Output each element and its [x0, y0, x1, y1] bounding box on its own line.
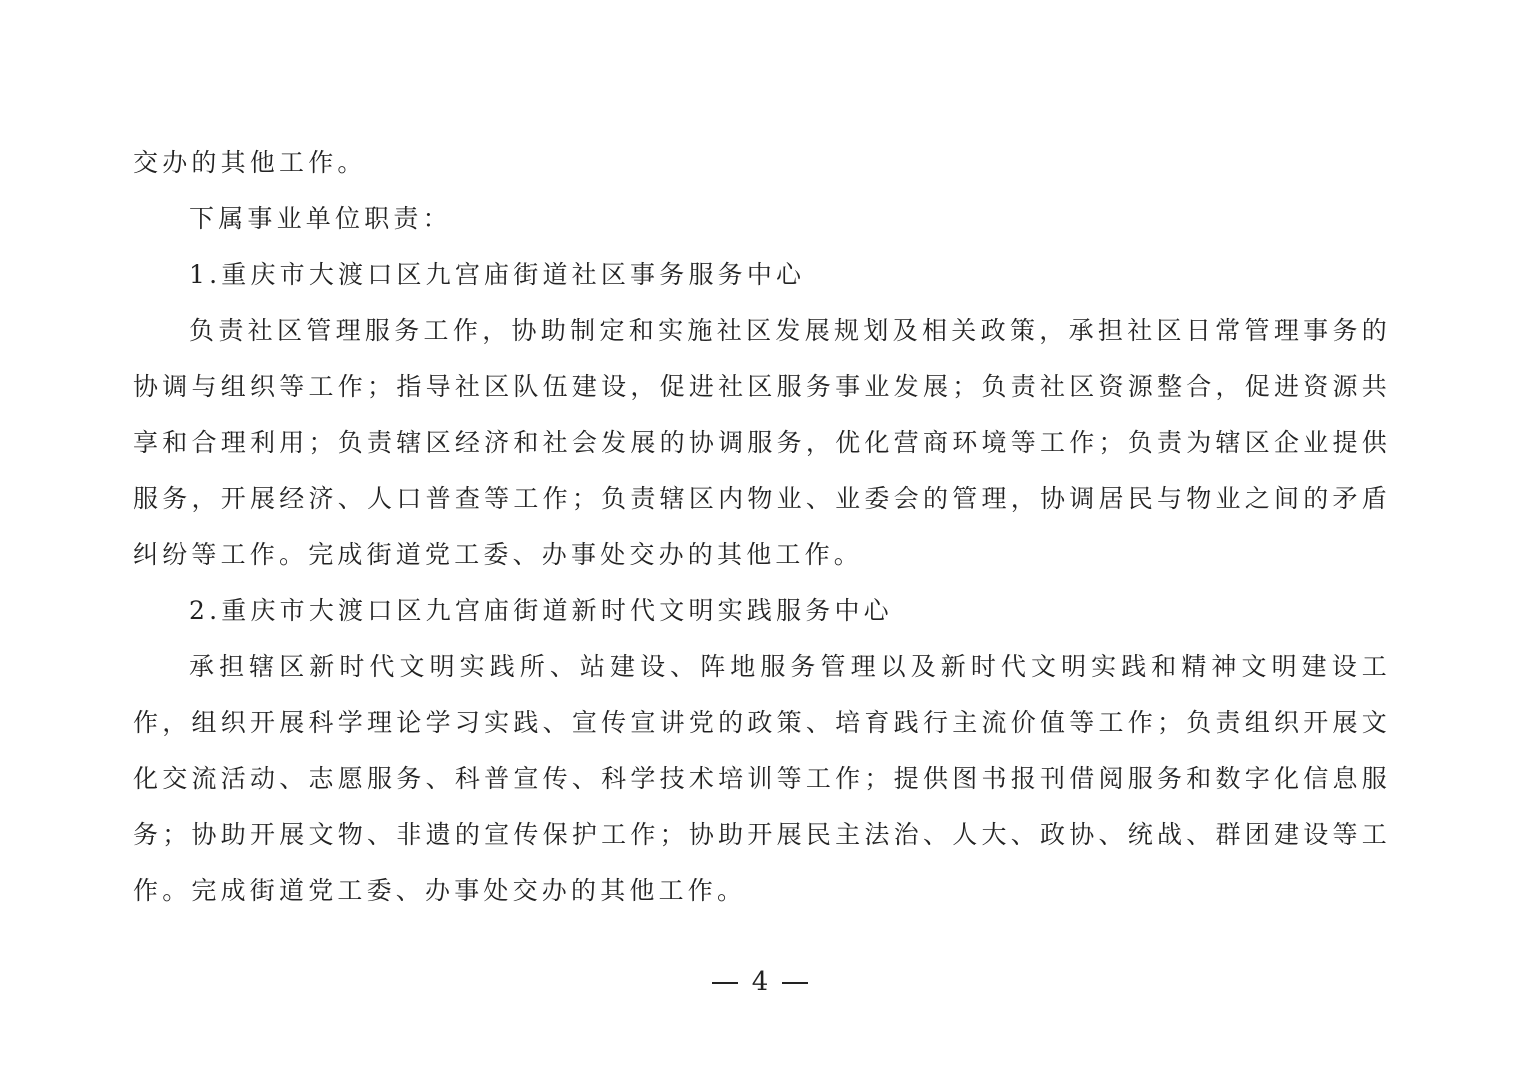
footer-left-dash: [712, 982, 738, 984]
section-heading-subordinate-units: 下属事业单位职责：: [189, 204, 452, 233]
footer-right-dash: [782, 982, 808, 984]
page-number: 4: [751, 967, 769, 997]
unit-duties-civilization-practice-center: 承担辖区新时代文明实践所、站建设、阵地服务管理以及新时代文明实践和精神文明建设工作，组织开展科学理论学习实践、宣传宣讲党的政策、培育践行主流价值等工作；负责组织开展文化交流活动、志愿服务、科普宣传、科学技术培训等工作；提供图书报刊借阅服务和数字化信息服务；协助开展文物、非遗的宣传保护工作；协助开展民主法治、人大、政协、统战、群团建设等工作。完成街道党工委、办事处交办的其他工作。: [133, 652, 1391, 905]
unit-title-community-affairs-center: 1.重庆市大渡口区九宫庙街道社区事务服务中心: [189, 260, 806, 289]
unit-duties-community-affairs-center: 负责社区管理服务工作，协助制定和实施社区发展规划及相关政策，承担社区日常管理事务的协调与组织等工作；指导社区队伍建设，促进社区服务事业发展；负责社区资源整合，促进资源共享和合理利用；负责辖区经济和社会发展的协调服务，优化营商环境等工作；负责为辖区企业提供服务，开展经济、人口普查等工作；负责辖区内物业、业委会的管理，协调居民与物业之间的矛盾纠纷等工作。完成街道党工委、办事处交办的其他工作。: [133, 316, 1391, 569]
document-body: [133, 135, 1391, 919]
page-footer: [0, 962, 1520, 1002]
paragraph-continuation: 交办的其他工作。: [133, 148, 367, 177]
unit-title-civilization-practice-center: 2.重庆市大渡口区九宫庙街道新时代文明实践服务中心: [189, 596, 893, 625]
